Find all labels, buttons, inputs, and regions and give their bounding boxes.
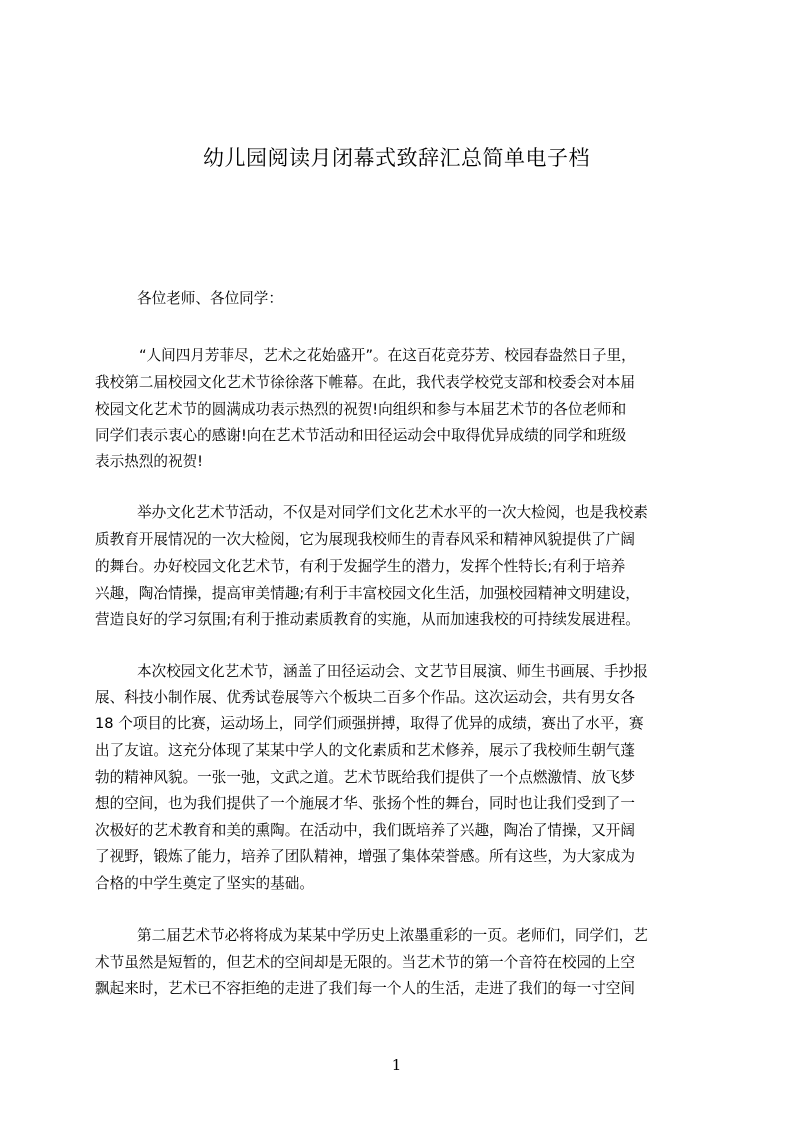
paragraph-1-line-4: 同学们表示衷心的感谢!向在艺术节活动和田径运动会中取得优异成绩的同学和班级 <box>95 427 627 444</box>
paragraph-2-line-5: 营造良好的学习氛围;有利于推动素质教育的实施，从而加速我校的可持续发展进程。 <box>95 611 640 628</box>
paragraph-3-line-2: 展、科技小制作展、优秀试卷展等六个板块二百多个作品。这次运动会，共有男女各 <box>95 689 635 706</box>
paragraph-1-line-1: “人间四月芳菲尽，艺术之花始盛开”。在这百花竞芬芳、校园春盎然日子里， <box>139 347 636 364</box>
paragraph-3-line-4: 出了友谊。这充分体现了某某中学人的文化素质和艺术修养，展示了我校师生朝气蓬 <box>95 742 635 759</box>
paragraph-3-line-9: 合格的中学生奠定了坚实的基础。 <box>95 875 314 892</box>
paragraph-1-line-3: 校园文化艺术节的圆满成功表示热烈的祝贺!向组织和参与本届艺术节的各位老师和 <box>95 401 627 418</box>
paragraph-1-line-2: 我校第二届校园文化艺术节徐徐落下帷幕。在此，我代表学校党支部和校委会对本届 <box>95 374 635 391</box>
paragraph-2-line-4: 兴趣，陶冶情操，提高审美情趣;有利于丰富校园文化生活，加强校园精神文明建设， <box>95 585 640 602</box>
paragraph-3-line-5: 勃的精神风貌。一张一弛，文武之道。艺术节既给我们提供了一个点燃激情、放飞梦 <box>95 769 635 786</box>
paragraph-4-line-2: 术节虽然是短暂的，但艺术的空间却是无限的。当艺术节的第一个音符在校园的上空 <box>95 954 635 971</box>
page-number: 1 <box>391 1056 402 1074</box>
salutation: 各位老师、各位同学： <box>137 290 283 307</box>
paragraph-1-line-5: 表示热烈的祝贺! <box>95 453 204 470</box>
paragraph-3-line-8: 了视野，锻炼了能力，培养了团队精神，增强了集体荣誉感。所有这些，为大家成为 <box>95 848 635 865</box>
paragraph-4-line-3: 飘起来时，艺术已不容拒绝的走进了我们每一个人的生活，走进了我们的每一寸空间 <box>95 980 635 997</box>
paragraph-2-line-1: 举办文化艺术节活动，不仅是对同学们文化艺术水平的一次大检阅，也是我校素 <box>137 504 648 521</box>
paragraph-2-line-2: 质教育开展情况的一次大检阅，它为展现我校师生的青春风采和精神风貌提供了广阔 <box>95 531 635 548</box>
paragraph-3-line-3: 18 个项目的比赛，运动场上，同学们顽强拼搏，取得了优异的成绩，赛出了水平，赛 <box>95 715 644 732</box>
document-title: 幼儿园阅读月闭幕式致辞汇总简单电子档 <box>203 146 590 170</box>
paragraph-3-line-1: 本次校园文化艺术节，涵盖了田径运动会、文艺节目展演、师生书画展、手抄报 <box>137 663 648 680</box>
paragraph-3-line-6: 想的空间，也为我们提供了一个施展才华、张扬个性的舞台，同时也让我们受到了一 <box>95 795 635 812</box>
paragraph-2-line-3: 的舞台。办好校园文化艺术节，有利于发掘学生的潜力，发挥个性特长;有利于培养 <box>95 558 626 575</box>
paragraph-4-line-1: 第二届艺术节必将将成为某某中学历史上浓墨重彩的一页。老师们，同学们，艺 <box>137 927 648 944</box>
paragraph-3-line-7: 次极好的艺术教育和美的熏陶。在活动中，我们既培养了兴趣，陶冶了情操，又开阔 <box>95 822 635 839</box>
